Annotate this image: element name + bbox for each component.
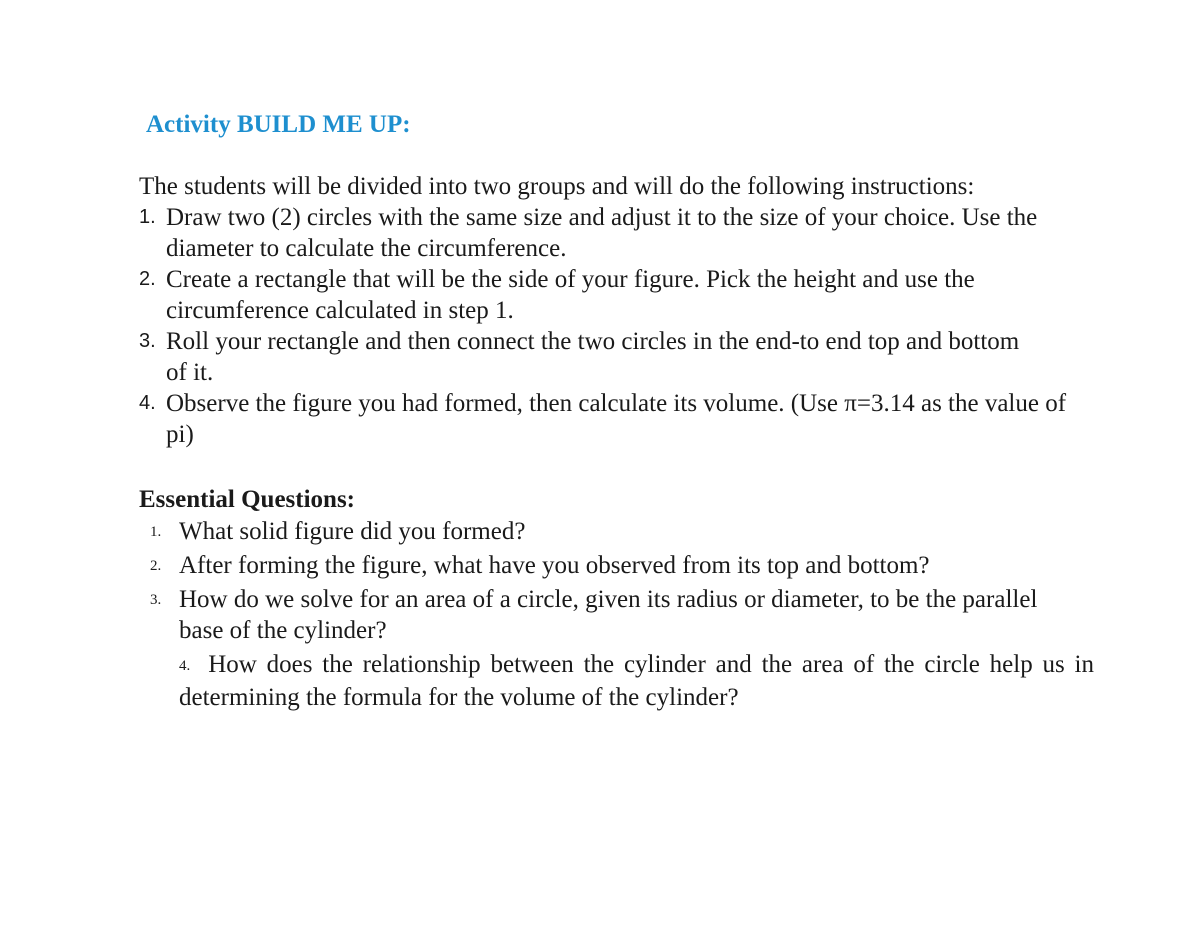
question-text: How does the relationship between the cylinder and the area of the circle help us in determining the formula for the volume of the cylinder? [179, 651, 1094, 711]
instructions-list [139, 202, 1099, 450]
question-item [150, 550, 1110, 581]
essential-questions-heading: Essential Questions: [139, 486, 356, 513]
instruction-number: 3. [139, 330, 156, 352]
instruction-item [139, 388, 1081, 450]
instruction-text: Create a rectangle that will be the side of your figure. Pick the height and use the circumference calculated in step 1. [166, 266, 975, 324]
instruction-item [139, 264, 1081, 326]
instruction-number: 4. [139, 392, 156, 414]
question-text: After forming the figure, what have you observed from its top and bottom? [179, 552, 930, 579]
activity-title: Activity BUILD ME UP: [146, 111, 411, 138]
instruction-text: Draw two (2) circles with the same size and adjust it to the size of your choice. Use the diameter to calculate the circumference. [166, 204, 1038, 262]
question-text: How do we solve for an area of a circle, given its radius or diameter, to be the parallel base of the cylinder? [179, 586, 1038, 644]
instruction-number: 2. [139, 268, 156, 290]
instruction-number: 1. [139, 206, 156, 228]
question-item [150, 516, 1110, 547]
essential-questions-list [150, 516, 1110, 649]
question-number: 1. [150, 524, 162, 540]
instruction-item [139, 326, 1046, 388]
question-item [179, 649, 1094, 714]
instruction-text: Roll your rectangle and then connect the two circles in the end-to end top and bottom of it. [166, 328, 1020, 386]
question-item [150, 584, 1059, 646]
instruction-text: Observe the figure you had formed, then calculate its volume. (Use π=3.14 as the value of pi) [166, 390, 1067, 448]
question-text: What solid figure did you formed? [179, 518, 526, 545]
intro-text: The students will be divided into two groups and will do the following instructions: [139, 173, 975, 200]
question-number: 2. [150, 558, 162, 574]
question-number: 3. [150, 592, 162, 608]
question-number: 4. [179, 658, 191, 674]
instruction-item [139, 202, 1106, 264]
